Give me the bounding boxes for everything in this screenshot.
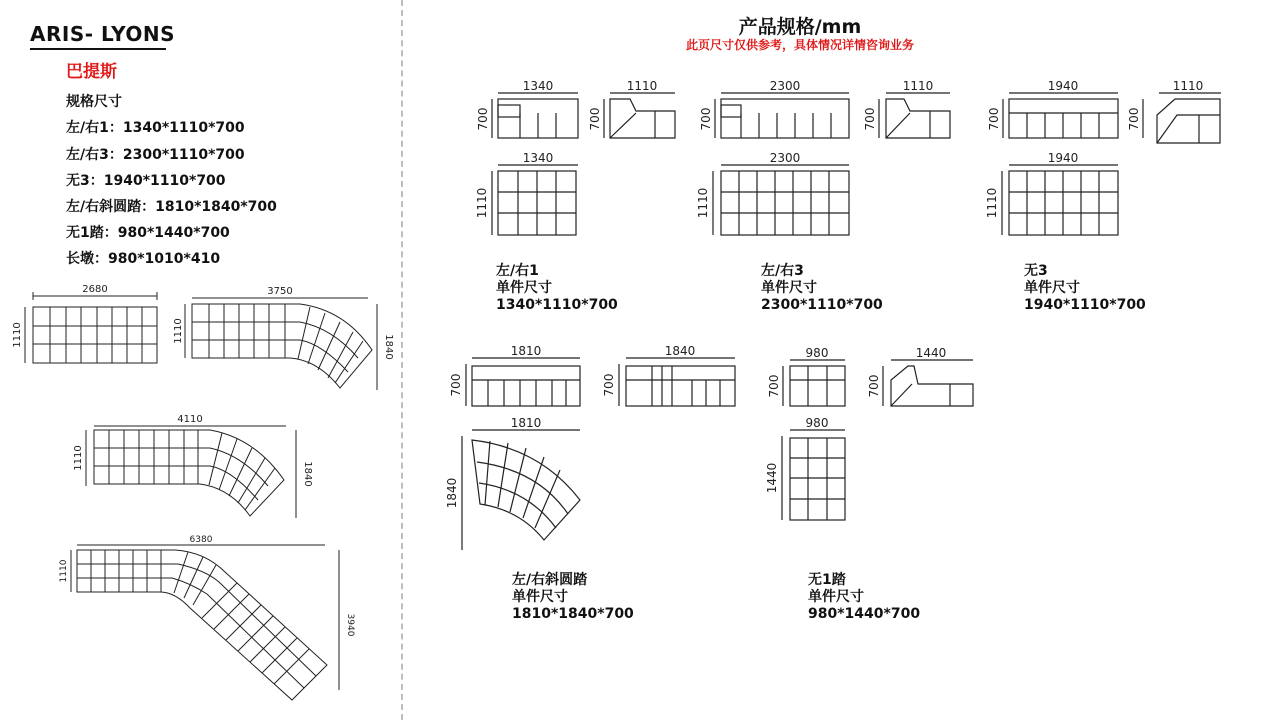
combination-diagrams bbox=[0, 280, 400, 720]
dimension-label: 2300 bbox=[769, 151, 801, 165]
spec-item: 无3：1940*1110*700 bbox=[66, 173, 226, 189]
dimension-label: 980 bbox=[805, 416, 829, 430]
front-view bbox=[449, 344, 580, 406]
module-caption bbox=[496, 263, 618, 314]
top-view bbox=[475, 151, 578, 235]
dimension-label: 980 bbox=[805, 346, 829, 360]
side-view bbox=[588, 79, 675, 138]
front-view bbox=[699, 79, 849, 138]
combo-width-label: 6380 bbox=[189, 535, 213, 545]
top-view bbox=[765, 416, 845, 520]
dimension-label: 1110 bbox=[1172, 79, 1204, 93]
dimension-label: 1440 bbox=[765, 462, 779, 494]
dimension-label: 1110 bbox=[902, 79, 934, 93]
spec-item: 左/右斜圆踏：1810*1840*700 bbox=[66, 199, 277, 215]
brand-name: ARIS- LYONS bbox=[30, 22, 176, 46]
module-no-3-drawings bbox=[985, 75, 1235, 245]
module-label: 单件尺寸 bbox=[512, 589, 568, 605]
module-label: 单件尺寸 bbox=[496, 280, 552, 296]
dimension-label: 700 bbox=[699, 107, 713, 131]
combo-depth-label: 1110 bbox=[59, 559, 69, 583]
module-name: 左/右1 bbox=[496, 263, 539, 279]
dimension-label: 1810 bbox=[510, 416, 542, 430]
spec-item: 左/右3：2300*1110*700 bbox=[66, 147, 245, 163]
module-caption bbox=[512, 572, 634, 623]
dimension-label: 1440 bbox=[915, 346, 947, 360]
dimension-label: 700 bbox=[1127, 107, 1141, 131]
module-name: 无1踏 bbox=[808, 572, 846, 588]
brand-name-cn: 巴提斯 bbox=[66, 62, 117, 82]
dimension-label: 700 bbox=[449, 373, 463, 397]
module-label: 单件尺寸 bbox=[1024, 280, 1080, 296]
dimension-label: 1840 bbox=[445, 477, 459, 509]
module-label: 单件尺寸 bbox=[808, 589, 864, 605]
dimension-label: 1940 bbox=[1047, 151, 1079, 165]
module-caption bbox=[808, 572, 920, 623]
module-name: 左/右斜圆踏 bbox=[512, 572, 588, 588]
side-view bbox=[867, 346, 973, 406]
front-view bbox=[987, 79, 1118, 138]
top-view bbox=[696, 151, 849, 235]
dimension-label: 700 bbox=[863, 107, 877, 131]
module-name: 无3 bbox=[1024, 263, 1048, 279]
dimension-label: 700 bbox=[476, 107, 490, 131]
side-view bbox=[1127, 79, 1221, 143]
module-label: 单件尺寸 bbox=[761, 280, 817, 296]
module-size: 1810*1840*700 bbox=[512, 606, 634, 622]
top-view bbox=[445, 416, 580, 550]
combo-right-label: 1840 bbox=[383, 334, 394, 360]
combo-width-label: 2680 bbox=[82, 284, 108, 295]
top-view bbox=[985, 151, 1118, 235]
combo-right-label: 3940 bbox=[345, 613, 355, 637]
combo-depth-label: 1110 bbox=[173, 318, 184, 344]
dimension-label: 1810 bbox=[510, 344, 542, 358]
combo-6380 bbox=[59, 535, 355, 700]
dimension-label: 1110 bbox=[626, 79, 658, 93]
spec-heading: 规格尺寸 bbox=[66, 94, 122, 110]
dimension-label: 700 bbox=[588, 107, 602, 131]
combo-3750 bbox=[173, 286, 394, 390]
dimension-label: 700 bbox=[987, 107, 1001, 131]
spec-item: 长墩：980*1010*410 bbox=[66, 251, 221, 267]
dimension-label: 1940 bbox=[1047, 79, 1079, 93]
front-view bbox=[767, 346, 845, 406]
module-size: 980*1440*700 bbox=[808, 606, 921, 622]
page-divider bbox=[401, 0, 403, 720]
combo-depth-label: 1110 bbox=[73, 445, 84, 471]
combo-width-label: 3750 bbox=[267, 286, 293, 297]
module-caption bbox=[1024, 263, 1146, 314]
combo-2680 bbox=[12, 284, 157, 363]
page-note: 此页尺寸仅供参考，具体情况详情咨询业务 bbox=[685, 38, 914, 52]
dimension-label: 1110 bbox=[475, 187, 489, 219]
module-diagonal-round-drawings bbox=[440, 340, 750, 560]
module-name: 左/右3 bbox=[761, 263, 804, 279]
dimension-label: 1340 bbox=[522, 79, 554, 93]
module-no-1-ottoman-drawings bbox=[760, 340, 990, 540]
spec-item: 无1踏：980*1440*700 bbox=[66, 225, 230, 241]
dimension-label: 700 bbox=[867, 374, 881, 398]
dimension-label: 1110 bbox=[696, 187, 710, 219]
combo-4110 bbox=[73, 414, 313, 518]
module-caption bbox=[761, 263, 883, 314]
side-view bbox=[863, 79, 950, 138]
side-view bbox=[602, 344, 735, 406]
dimension-label: 1340 bbox=[522, 151, 554, 165]
combo-right-label: 1840 bbox=[302, 461, 313, 487]
spec-item: 左/右1：1340*1110*700 bbox=[66, 120, 245, 136]
combo-depth-label: 1110 bbox=[12, 322, 23, 348]
dimension-label: 2300 bbox=[769, 79, 801, 93]
page-title: 产品规格/mm bbox=[738, 16, 862, 38]
dimension-label: 700 bbox=[602, 373, 616, 397]
front-view bbox=[476, 79, 578, 138]
dimension-label: 1840 bbox=[664, 344, 696, 358]
dimension-label: 1110 bbox=[985, 187, 999, 219]
combo-width-label: 4110 bbox=[177, 414, 203, 425]
module-size: 1940*1110*700 bbox=[1024, 297, 1146, 313]
module-left-right-1-drawings bbox=[470, 75, 690, 245]
module-left-right-3-drawings bbox=[695, 75, 965, 245]
module-size: 2300*1110*700 bbox=[761, 297, 883, 313]
dimension-label: 700 bbox=[767, 374, 781, 398]
module-size: 1340*1110*700 bbox=[496, 297, 618, 313]
